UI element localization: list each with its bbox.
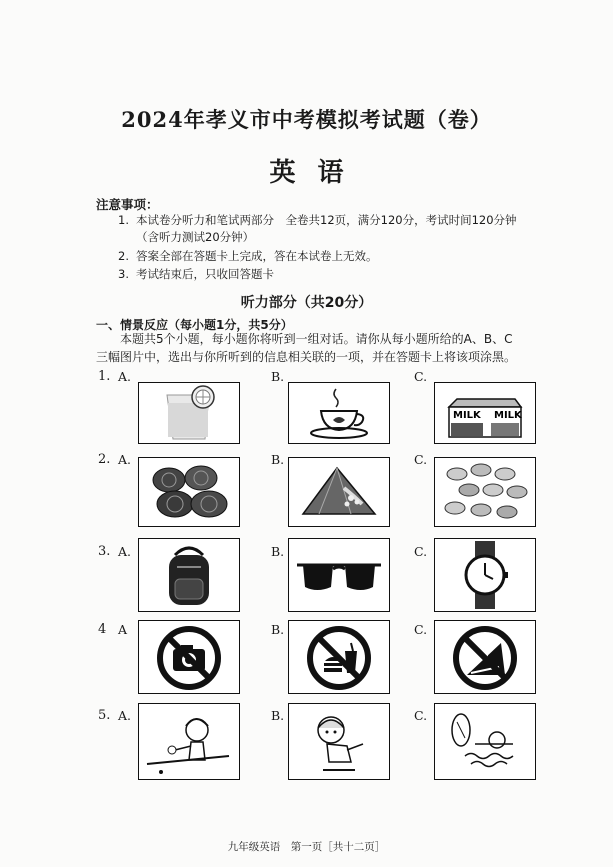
q3-option-a: A.: [118, 544, 132, 559]
notes-heading: 注意事项：: [96, 197, 159, 212]
section-title: 一、情景反应（每小题1分，共5分）: [96, 318, 293, 332]
note-1-text: 本试卷分听力和笔试两部分 全卷共12页，满分120分，考试时间120分钟: [136, 213, 517, 227]
exam-title: 2024年孝义市中考模拟考试题（卷）: [121, 107, 492, 132]
zongzi-icon: [289, 458, 389, 526]
q5-picture-b-skating[interactable]: [288, 703, 390, 780]
orange-juice-icon: [139, 383, 239, 443]
note-1-cont: （含听力测试20分钟）: [136, 230, 255, 244]
note-2-text: 答案全部在答题卡上完成，答在本试卷上无效。: [136, 249, 378, 263]
q5-option-a: A.: [118, 708, 132, 723]
tea-cup-icon: [289, 383, 389, 443]
no-camera-icon: [139, 621, 239, 693]
q1-option-a: A.: [118, 369, 132, 384]
note-3-num: 3.: [118, 267, 129, 281]
note-1-num: 1.: [118, 213, 129, 227]
question-5-number: 5.: [98, 708, 111, 723]
q1-picture-a-orange-juice[interactable]: [138, 382, 240, 444]
question-4-number: 4: [98, 622, 107, 637]
no-climbing-icon: [435, 621, 535, 693]
q3-picture-b-sunglasses[interactable]: [288, 538, 390, 612]
q3-option-c: C.: [414, 544, 428, 559]
mooncake-icon: [139, 458, 239, 526]
q2-option-a: A.: [118, 452, 132, 467]
q2-option-b: B.: [271, 452, 285, 467]
q5-option-b: B.: [271, 708, 285, 723]
backpack-icon: [139, 539, 239, 611]
q2-picture-a-mooncakes[interactable]: [138, 457, 240, 527]
note-2-num: 2.: [118, 249, 129, 263]
skating-boy-icon: [289, 704, 389, 779]
q2-option-c: C.: [414, 452, 428, 467]
sunglasses-icon: [289, 539, 389, 611]
q1-option-c: C.: [414, 369, 428, 384]
page-footer: 九年级英语 第一页［共十二页］: [227, 841, 386, 853]
q4-picture-a-no-photo[interactable]: [138, 620, 240, 694]
q2-picture-b-zongzi[interactable]: [288, 457, 390, 527]
no-food-icon: [289, 621, 389, 693]
ping-pong-girl-icon: [139, 704, 239, 779]
swimming-boy-icon: [435, 704, 535, 779]
question-1-number: 1.: [98, 369, 111, 384]
milk-label-right: MILK: [494, 410, 522, 421]
instructions: 本题共5个小题，每小题你将听到一组对话。请你从每小题所给的A、B、C三幅图片中，选出与你所听到的信息相关联的一项，并在答题卡上将该项涂黑。: [96, 332, 517, 364]
q5-option-c: C.: [414, 708, 428, 723]
q3-option-b: B.: [271, 544, 285, 559]
question-3-number: 3.: [98, 544, 111, 559]
listening-part-title: 听力部分（共20分）: [240, 295, 373, 311]
q4-option-b: B.: [271, 622, 285, 637]
q1-picture-c-milk[interactable]: [434, 382, 536, 444]
question-2-number: 2.: [98, 452, 111, 467]
q3-picture-a-backpack[interactable]: [138, 538, 240, 612]
q5-picture-a-ping-pong[interactable]: [138, 703, 240, 780]
milk-label-left: MILK: [453, 410, 481, 421]
q3-picture-c-watch[interactable]: [434, 538, 536, 612]
note-3-text: 考试结束后，只收回答题卡: [136, 267, 274, 281]
q1-option-b: B.: [271, 369, 285, 384]
q2-picture-c-dumplings[interactable]: [434, 457, 536, 527]
watch-icon: [435, 539, 535, 611]
q4-picture-b-no-food[interactable]: [288, 620, 390, 694]
q4-picture-c-no-climbing[interactable]: [434, 620, 536, 694]
q4-option-c: C.: [414, 622, 428, 637]
milk-carton-icon: [435, 383, 535, 443]
q4-option-a: A: [118, 622, 128, 637]
q5-picture-c-swimming[interactable]: [434, 703, 536, 780]
q1-picture-b-tea[interactable]: [288, 382, 390, 444]
subject-title: 英语: [269, 158, 366, 188]
dumpling-icon: [435, 458, 535, 526]
